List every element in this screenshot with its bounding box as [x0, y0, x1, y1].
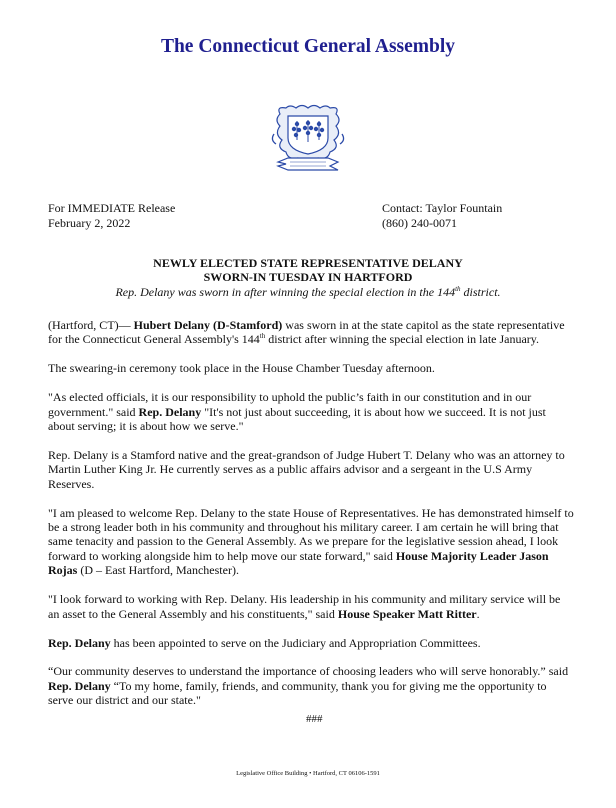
paragraph-1: (Hartford, CT)— Hubert Delany (D-Stamford) was sworn in at the state capitol as the state representative for the Connecticut General Assembly's 144th district after winning the special election in late January.: [48, 318, 565, 347]
rep-name: Hubert Delany (D-Stamford): [133, 318, 283, 332]
paragraph-2: The swearing-in ceremony took place in the House Chamber Tuesday afternoon.: [48, 361, 435, 376]
contact-info: [382, 201, 502, 231]
article-body: [48, 318, 574, 708]
contact-phone: (860) 240-0071: [382, 216, 457, 230]
paragraph-4: Rep. Delany is a Stamford native and the great-grandson of Judge Hubert T. Delany who was an attorney to Martin Luther King Jr. He currently serves as a public affairs advisor and a sergeant in the U.S Army Reserves.: [48, 447, 565, 491]
state-seal-icon: [268, 104, 348, 176]
subhead-text: Rep. Delany was sworn in after winning the special election in the 144: [115, 285, 456, 299]
footer-address: Legislative Office Building • Hartford, CT 06106-1591: [236, 770, 380, 777]
paragraph-6: "I look forward to working with Rep. Delany. His leadership in his community and military service will be an asset to the General Assembly and his constituents," said House Speaker Matt Ritter.: [48, 592, 561, 621]
page-title: The Connecticut General Assembly: [160, 36, 456, 57]
subhead-ordinal: th: [455, 285, 461, 293]
headline: [0, 256, 616, 284]
release-label: For IMMEDIATE Release: [48, 201, 176, 215]
headline-line-1: NEWLY ELECTED STATE REPRESENTATIVE DELANY: [153, 256, 463, 270]
paragraph-7: Rep. Delany has been appointed to serve on the Judiciary and Appropriation Committees.: [48, 635, 481, 650]
paragraph-5: "I am pleased to welcome Rep. Delany to the state House of Representatives. He has demonstrated himself to be a strong leader both in his community and throughout his military career. I am certain he will bring that same tenacity and passion to the General Assembly. As we prepare for the legislative session ahead, I look forward to working alongside him to help move our state forward," said House Majority Leader Jason Rojas (D – East Hartford, Manchester).: [48, 505, 574, 578]
end-mark: ###: [306, 713, 323, 725]
subhead-text-end: district.: [460, 285, 501, 299]
release-info: [48, 201, 175, 231]
paragraph-3: "As elected officials, it is our responsibility to uphold the public’s faith in our constitution and in our government." said Rep. Delany "It's not just about succeeding, it is about how we succeed. It is not just about serving; it is about how we serve.": [48, 390, 546, 434]
paragraph-8: “Our community deserves to understand the importance of choosing leaders who will serve honorably.” said Rep. Delany “To my home, family, friends, and community, thank you for giving me the opportunity to serve our district and our state.": [48, 664, 569, 708]
subheadline: [0, 285, 616, 300]
release-date: February 2, 2022: [48, 216, 131, 230]
headline-line-2: SWORN-IN TUESDAY IN HARTFORD: [203, 270, 413, 284]
contact-name: Contact: Taylor Fountain: [382, 201, 503, 215]
